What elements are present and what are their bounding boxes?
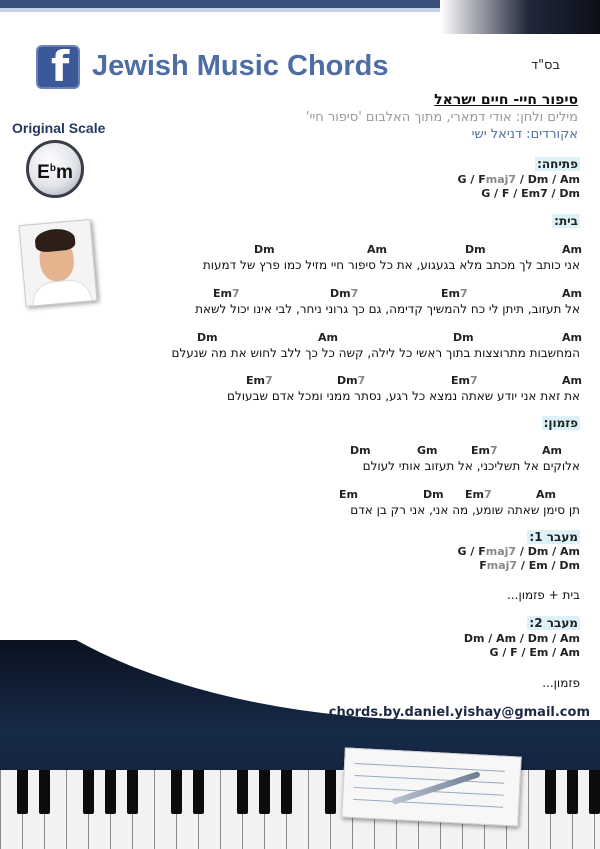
black-key: [589, 770, 600, 814]
black-key: [105, 770, 116, 814]
original-scale-label: Original Scale: [12, 120, 106, 136]
chorus-chords-2: Em Dm Em7 Am: [339, 488, 556, 501]
bridge2-progression-2: G / F / Em / Am: [489, 646, 580, 659]
key-root: E: [37, 162, 50, 183]
verse-chords-1: Dm Am Dm Am: [254, 243, 582, 256]
black-key: [567, 770, 578, 814]
chorus-lyric-1: אלוקים אל תשליכני, אל תעזוב אותי לעולם: [362, 459, 580, 473]
black-key: [259, 770, 270, 814]
verse-lyric-2: אל תעזוב, תיתן לי כח להמשיך קדימה, גם כך גרוני ניחר, לבי אינו יכול לשאת: [195, 302, 580, 316]
intro-progression-2: G / F / Em7 / Dm: [481, 187, 580, 200]
black-key: [281, 770, 292, 814]
verse-chords-4: Em7 Dm7 Em7 Am: [246, 374, 582, 387]
black-key: [325, 770, 336, 814]
black-key: [237, 770, 248, 814]
bridge1-progression-2: Fmaj7 / Em / Dm: [479, 559, 580, 572]
black-key: [127, 770, 138, 814]
white-key-divider: [66, 770, 67, 849]
black-key: [171, 770, 182, 814]
facebook-logo-letter: f: [51, 42, 70, 91]
white-key-divider: [220, 770, 221, 849]
header-dark-corner: [440, 0, 600, 34]
contact-email[interactable]: chords.by.daniel.yishay@gmail.com: [328, 705, 590, 720]
bridge2-note: פזמון...: [542, 676, 580, 690]
verse-chords-2: Em7 Dm7 Em7 Am: [213, 287, 582, 300]
original-key-badge: [26, 140, 84, 198]
facebook-icon[interactable]: [36, 42, 80, 91]
white-key-divider: [528, 770, 529, 849]
chorus-lyric-2: תן סימן שאתה שומע, מה אני, אני רק בן אדם: [350, 503, 580, 517]
intro-label: פתיחה:: [537, 157, 578, 171]
white-key-divider: [154, 770, 155, 849]
black-key: [83, 770, 94, 814]
black-key: [39, 770, 50, 814]
white-key-divider: [0, 770, 1, 849]
bsd-heading: בס"ד: [530, 58, 560, 73]
chords-by: אקורדים: דניאל ישי: [471, 127, 578, 142]
verse-lyric-1: אני כותב לך מכתב מלא בגעגוע, את כל סיפור חיי מזיל כמו פרץ של דמעות: [202, 258, 580, 272]
intro-progression-1: G / Fmaj7 / Dm / Am: [457, 173, 580, 186]
chorus-label: פזמון:: [543, 416, 578, 430]
site-title: Jewish Music Chords: [92, 50, 389, 82]
black-key: [17, 770, 28, 814]
black-key: [193, 770, 204, 814]
bridge2-progression-1: Dm / Am / Dm / Am: [463, 632, 580, 645]
verse-chords-3: Dm Am Dm Am: [197, 331, 582, 344]
chorus-chords-1: Dm Gm Em7 Am: [350, 444, 562, 457]
verse-label: בית:: [554, 214, 578, 228]
bridge1-progression-1: G / Fmaj7 / Dm / Am: [457, 545, 580, 558]
bridge2-label: מעבר 2:: [529, 616, 578, 630]
song-title: סיפור חיי- חיים ישראל: [434, 92, 578, 108]
bridge1-label: מעבר 1:: [529, 530, 578, 544]
key-quality: m: [55, 162, 73, 183]
verse-lyric-4: את זאת אני יודע שאתה נמצא כל רגע, נסתר ממני ומכל אדם שבעולם: [227, 389, 580, 403]
song-credits: מילים ולחן: אודי דמארי, מתוך האלבום 'סיפור חיי': [305, 110, 578, 125]
bridge1-note: בית + פזמון...: [507, 588, 580, 602]
white-key-divider: [308, 770, 309, 849]
verse-lyric-3: המחשבות מתרוצצות בתוך ראשי כל לילה, קשה כל כך ללב לחוש את מה שנעלם: [171, 346, 580, 360]
black-key: [545, 770, 556, 814]
key-flat: b: [49, 163, 56, 174]
